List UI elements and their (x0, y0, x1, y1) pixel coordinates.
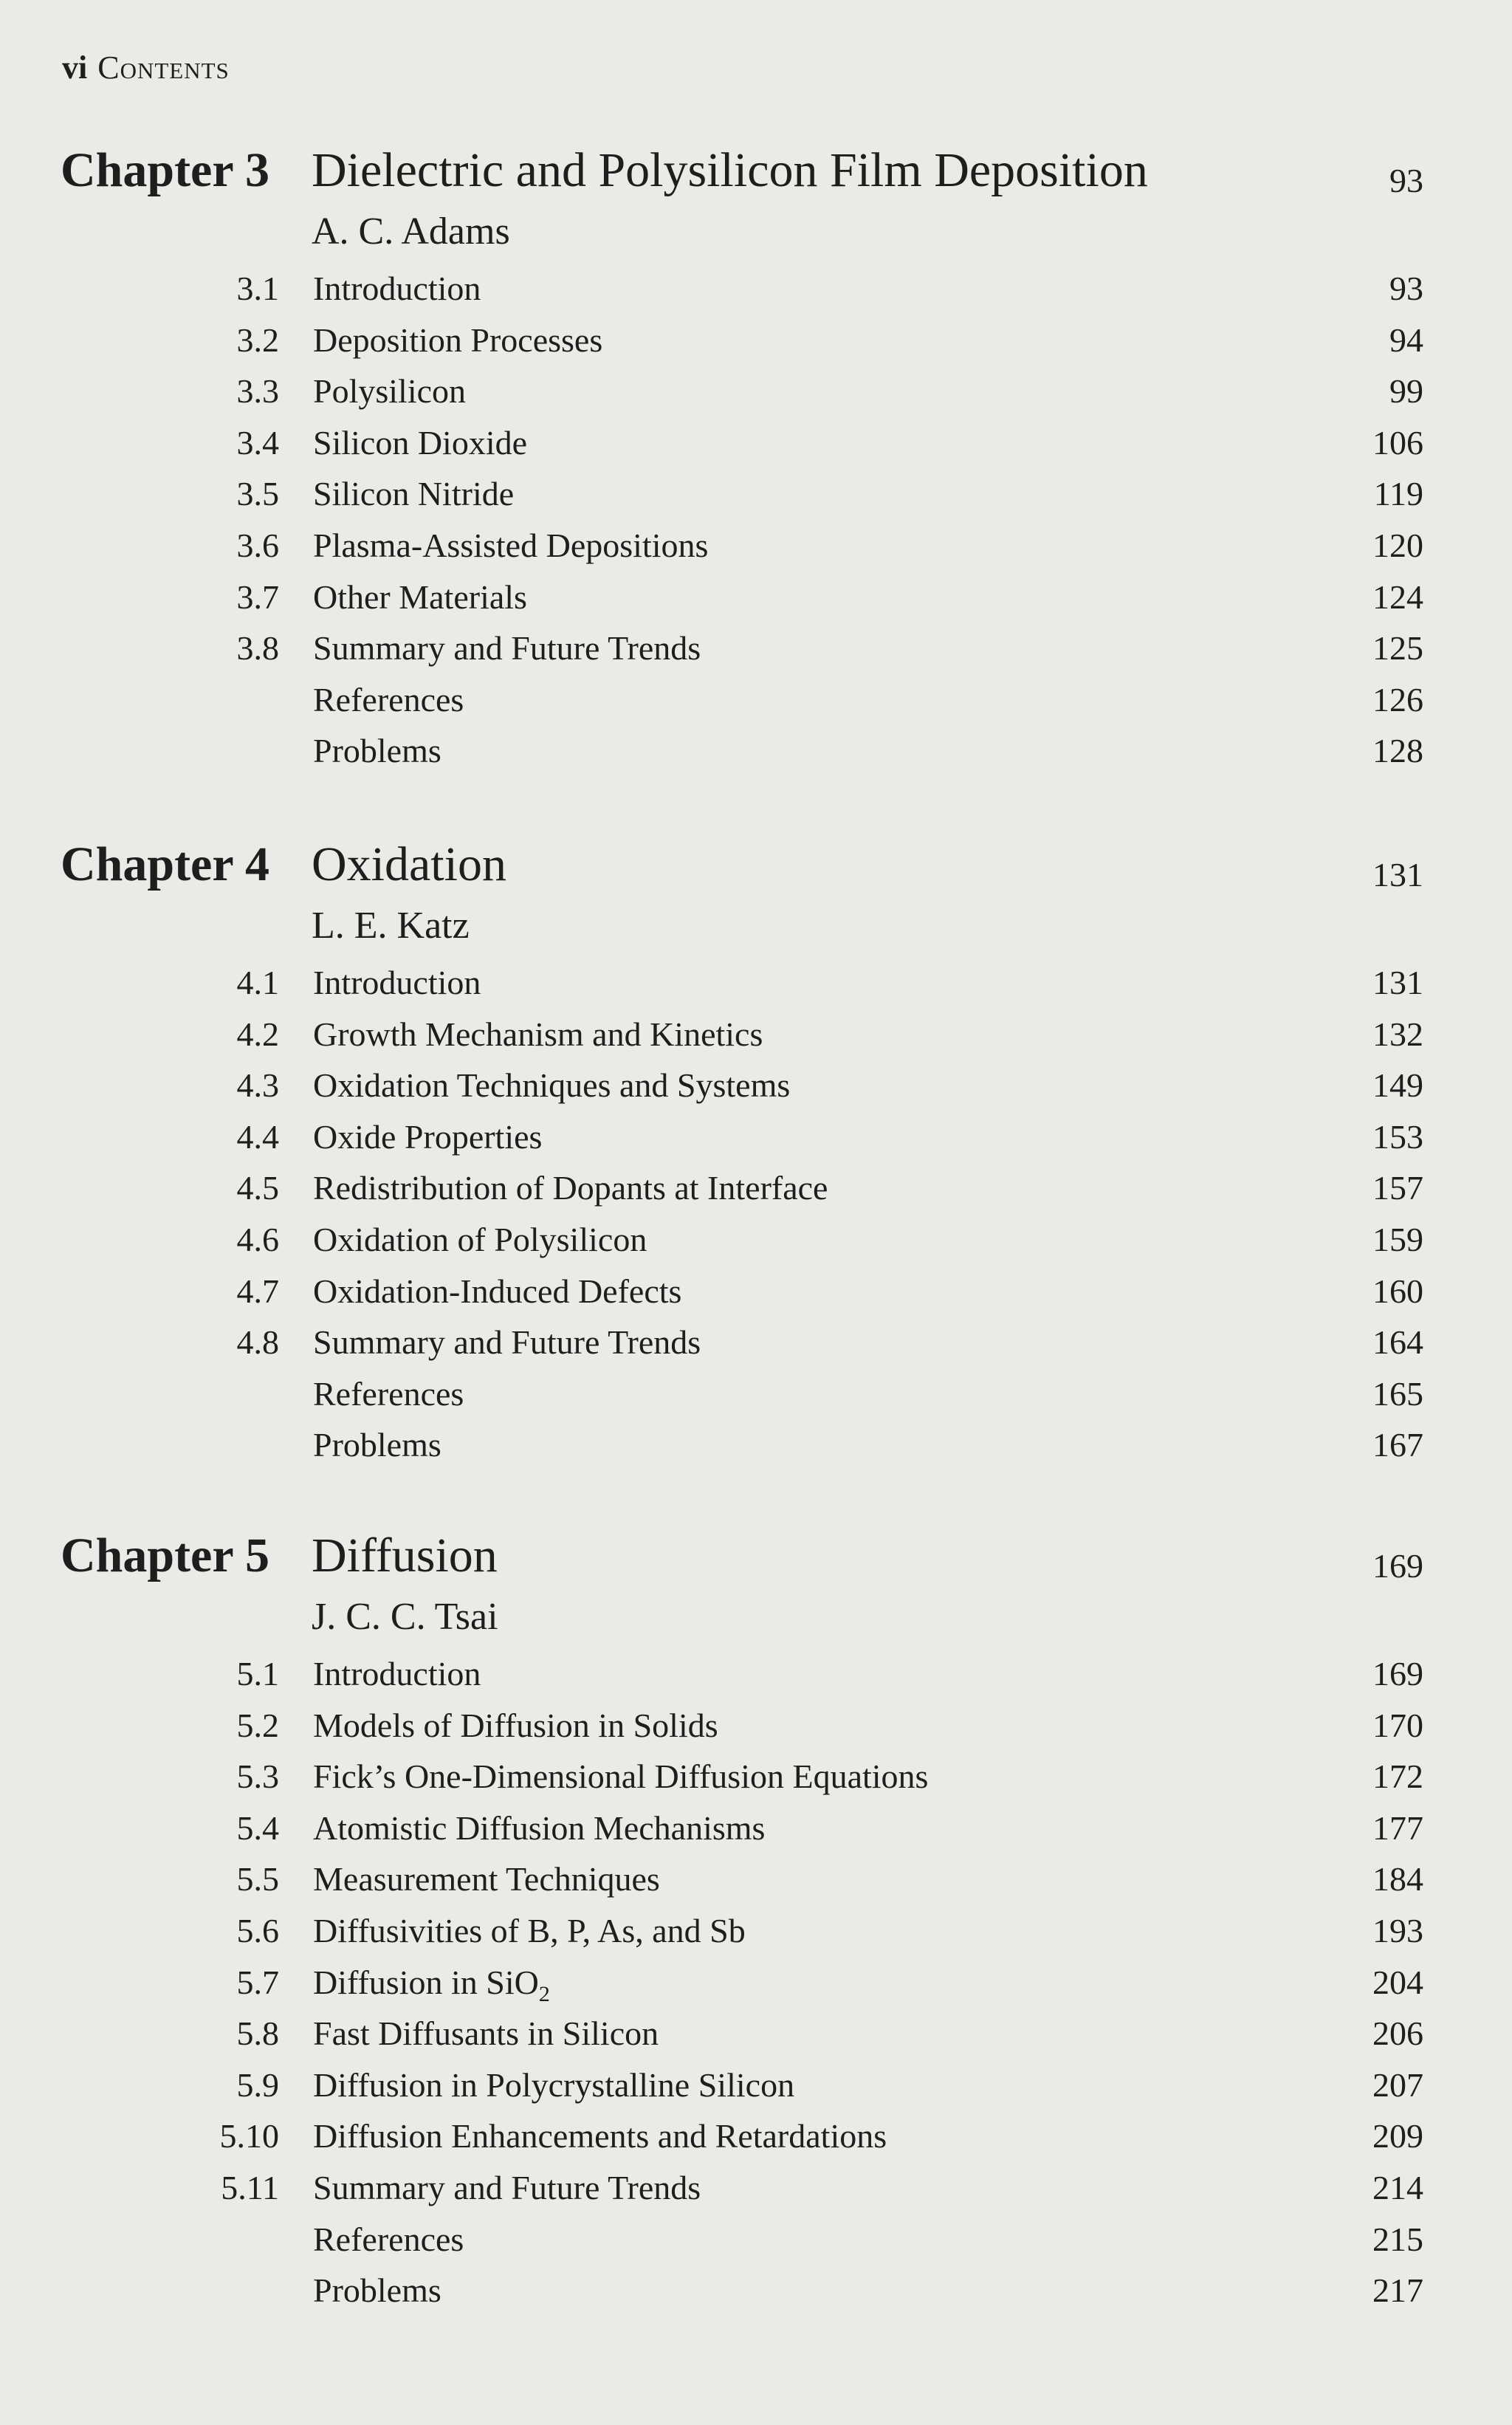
running-head (62, 46, 230, 90)
section-title (313, 2008, 659, 2059)
section-page-number: 170 (1372, 1706, 1423, 1744)
section-title-text: Diffusivities of B, P, As, and Sb (313, 1911, 746, 1949)
section-page-number: 169 (1372, 1655, 1423, 1692)
toc-entry (0, 1317, 1512, 1368)
section-title (313, 2162, 701, 2214)
section-page-number: 164 (1372, 1323, 1423, 1362)
section-title-text: Introduction (313, 270, 481, 307)
section-title-text: Summary and Future Trends (313, 1323, 701, 1362)
toc-entry (0, 1368, 1512, 1420)
section-page-number: 99 (1389, 372, 1423, 411)
section-page-number: 165 (1372, 1374, 1423, 1413)
section-page-number: 119 (1373, 475, 1423, 513)
section-page-number: 128 (1372, 732, 1423, 770)
chapter-page-number: 131 (1372, 856, 1423, 893)
section-title (313, 520, 708, 572)
toc-entry (0, 1266, 1512, 1317)
section-title-text: Measurement Techniques (313, 1860, 660, 1899)
toc-entry (0, 366, 1512, 417)
section-page-number: 159 (1372, 1220, 1423, 1258)
toc-entry (0, 2265, 1512, 2316)
section-title (313, 674, 464, 726)
section-title (313, 2110, 887, 2162)
toc-entry (0, 1009, 1512, 1060)
section-number: 5.2 (236, 1706, 279, 1744)
toc-entry (0, 417, 1512, 469)
section-title-text: Introduction (313, 1655, 481, 1692)
section-number: 3.6 (236, 526, 279, 564)
section-title-text: Diffusion in Polycrystalline Silicon (313, 2065, 795, 2104)
section-number: 5.7 (236, 1963, 279, 2001)
section-page-number: 177 (1372, 1808, 1423, 1847)
section-title (313, 1368, 464, 1420)
section-title (313, 468, 514, 520)
section-number: 5.11 (221, 2168, 279, 2206)
toc-entry (0, 315, 1512, 366)
section-page-number: 207 (1372, 2065, 1423, 2104)
section-title (313, 1060, 790, 1111)
section-title-text: Redistribution of Dopants at Interface (313, 1169, 828, 1207)
chapter-heading (0, 1523, 1512, 1589)
section-title (313, 1162, 828, 1214)
section-title (313, 315, 602, 366)
section-title-text: Silicon Nitride (313, 475, 515, 513)
section-number: 5.1 (236, 1655, 279, 1692)
section-page-number: 131 (1372, 964, 1423, 1001)
section-title (313, 366, 466, 417)
section-title-text: Atomistic Diffusion Mechanisms (313, 1808, 766, 1847)
section-number: 5.5 (236, 1860, 279, 1899)
section-number: 4.4 (236, 1117, 279, 1156)
toc-entry (0, 1214, 1512, 1266)
toc-entry (0, 1419, 1512, 1471)
section-list (0, 957, 1512, 1471)
section-title-text: Growth Mechanism and Kinetics (313, 1015, 763, 1053)
section-page-number: 160 (1372, 1272, 1423, 1310)
section-title-text: References (313, 2220, 464, 2258)
page-folio: vi (62, 49, 88, 86)
toc-entry (0, 1111, 1512, 1163)
section-number: 4.3 (236, 1066, 279, 1105)
section-title-text: Summary and Future Trends (313, 629, 701, 668)
section-page-number: 93 (1389, 270, 1423, 307)
section-title-text: Oxide Properties (313, 1117, 543, 1156)
section-title (313, 2214, 464, 2265)
section-number: 3.7 (236, 577, 279, 616)
chapter-heading (0, 831, 1512, 898)
section-title (313, 572, 527, 623)
chapter-title: Diffusion (312, 1529, 498, 1582)
chapter-block (0, 1523, 1512, 2316)
section-title-text: References (313, 1374, 464, 1413)
section-title-text: Oxidation Techniques and Systems (313, 1066, 791, 1105)
section-title (313, 263, 481, 315)
section-title-text: Plasma-Assisted Depositions (313, 526, 709, 564)
section-number: 3.8 (236, 629, 279, 668)
section-page-number: 172 (1372, 1757, 1423, 1796)
chapter-author: A. C. Adams (312, 210, 510, 253)
chapter-block (0, 137, 1512, 777)
section-page-number: 124 (1372, 577, 1423, 616)
section-title (313, 622, 701, 674)
subscript: 2 (538, 1981, 550, 2006)
chapter-heading (0, 137, 1512, 204)
chapter-title: Oxidation (312, 837, 506, 891)
section-number: 4.8 (236, 1323, 279, 1362)
section-list (0, 263, 1512, 777)
section-title-text: Polysilicon (313, 372, 467, 411)
section-number: 5.9 (236, 2065, 279, 2104)
chapter-page-number: 93 (1389, 162, 1423, 199)
section-title (313, 417, 527, 469)
section-number: 3.4 (236, 423, 279, 462)
chapter-label: Chapter 3 (61, 143, 269, 197)
section-page-number: 126 (1372, 680, 1423, 718)
section-title-text: Summary and Future Trends (313, 2168, 701, 2206)
toc-entry (0, 1853, 1512, 1905)
toc-entry (0, 622, 1512, 674)
section-page-number: 204 (1372, 1963, 1423, 2001)
section-title (313, 1419, 441, 1471)
section-title (313, 1266, 681, 1317)
section-title (313, 2059, 794, 2111)
chapter-author: J. C. C. Tsai (312, 1596, 498, 1638)
section-page-number: 206 (1372, 2014, 1423, 2053)
section-title-text: Diffusion in SiO (313, 1963, 539, 2001)
section-number: 4.7 (236, 1272, 279, 1310)
section-title-text: Oxidation-Induced Defects (313, 1272, 682, 1310)
section-title-text: References (313, 680, 464, 718)
section-title-text: Silicon Dioxide (313, 423, 528, 462)
chapter-label: Chapter 4 (61, 837, 269, 891)
section-number: 4.5 (236, 1169, 279, 1207)
section-list (0, 1648, 1512, 2316)
toc-entry (0, 1060, 1512, 1111)
toc-entry (0, 1905, 1512, 1957)
section-number: 5.4 (236, 1808, 279, 1847)
section-title (313, 1317, 701, 1368)
section-number: 4.1 (236, 964, 279, 1001)
section-title (313, 1853, 660, 1905)
section-title (313, 1957, 550, 2009)
section-title-text: Problems (313, 732, 441, 770)
toc-entry (0, 1648, 1512, 1700)
section-title (313, 2265, 441, 2316)
toc-entry (0, 1162, 1512, 1214)
running-head-title: Contents (97, 49, 230, 86)
toc-entry (0, 2059, 1512, 2111)
section-page-number: 106 (1372, 423, 1423, 462)
section-title-text: Other Materials (313, 577, 527, 616)
toc-entry (0, 1700, 1512, 1752)
toc-entry (0, 520, 1512, 572)
section-title (313, 725, 441, 777)
section-title (313, 1648, 481, 1700)
section-title-text: Diffusion Enhancements and Retardations (313, 2117, 887, 2155)
section-page-number: 184 (1372, 1860, 1423, 1899)
section-page-number: 167 (1372, 1426, 1423, 1464)
chapter-author: L. E. Katz (312, 905, 470, 947)
toc-entry (0, 674, 1512, 726)
section-number: 4.6 (236, 1220, 279, 1258)
section-number: 5.8 (236, 2014, 279, 2053)
section-page-number: 215 (1372, 2220, 1423, 2258)
section-title-text: Deposition Processes (313, 320, 603, 359)
section-page-number: 193 (1372, 1911, 1423, 1949)
section-page-number: 214 (1372, 2168, 1423, 2206)
chapter-page-number: 169 (1372, 1547, 1423, 1585)
toc-entry (0, 2008, 1512, 2059)
section-page-number: 149 (1372, 1066, 1423, 1105)
section-title (313, 1803, 765, 1854)
section-title (313, 1009, 763, 1060)
toc-entry (0, 957, 1512, 1009)
toc-entry (0, 1751, 1512, 1803)
section-page-number: 125 (1372, 629, 1423, 668)
section-number: 5.10 (219, 2117, 279, 2155)
section-page-number: 153 (1372, 1117, 1423, 1156)
section-title-text: Introduction (313, 964, 481, 1001)
section-number: 3.3 (236, 372, 279, 411)
section-title-text: Oxidation of Polysilicon (313, 1220, 647, 1258)
toc-entry (0, 572, 1512, 623)
section-page-number: 94 (1389, 320, 1423, 359)
toc-entry (0, 2162, 1512, 2214)
section-page-number: 120 (1372, 526, 1423, 564)
toc-entry (0, 1803, 1512, 1854)
chapter-block (0, 831, 1512, 1471)
section-title-text: Problems (313, 1426, 441, 1464)
toc-entry (0, 468, 1512, 520)
section-title (313, 1751, 928, 1803)
section-page-number: 209 (1372, 2117, 1423, 2155)
section-title-text: Fick’s One-Dimensional Diffusion Equations (313, 1757, 929, 1796)
section-page-number: 132 (1372, 1015, 1423, 1053)
section-number: 3.1 (236, 270, 279, 307)
toc-entry (0, 725, 1512, 777)
section-title-text: Fast Diffusants in Silicon (313, 2014, 659, 2053)
section-title (313, 1111, 542, 1163)
section-title (313, 1700, 718, 1752)
section-number: 5.6 (236, 1911, 279, 1949)
section-title-text: Problems (313, 2271, 441, 2310)
toc-entry (0, 2214, 1512, 2265)
section-title-text: Models of Diffusion in Solids (313, 1706, 718, 1744)
section-title (313, 957, 481, 1009)
chapter-title: Dielectric and Polysilicon Film Deposition (312, 143, 1148, 197)
section-number: 4.2 (236, 1015, 279, 1053)
section-title (313, 1905, 746, 1957)
section-page-number: 157 (1372, 1169, 1423, 1207)
section-page-number: 217 (1372, 2271, 1423, 2310)
section-number: 5.3 (236, 1757, 279, 1796)
section-title (313, 1214, 647, 1266)
section-number: 3.5 (236, 475, 279, 513)
chapter-label: Chapter 5 (61, 1529, 269, 1582)
toc-entry (0, 263, 1512, 315)
toc-entry (0, 1957, 1512, 2009)
section-number: 3.2 (236, 320, 279, 359)
toc-entry (0, 2110, 1512, 2162)
